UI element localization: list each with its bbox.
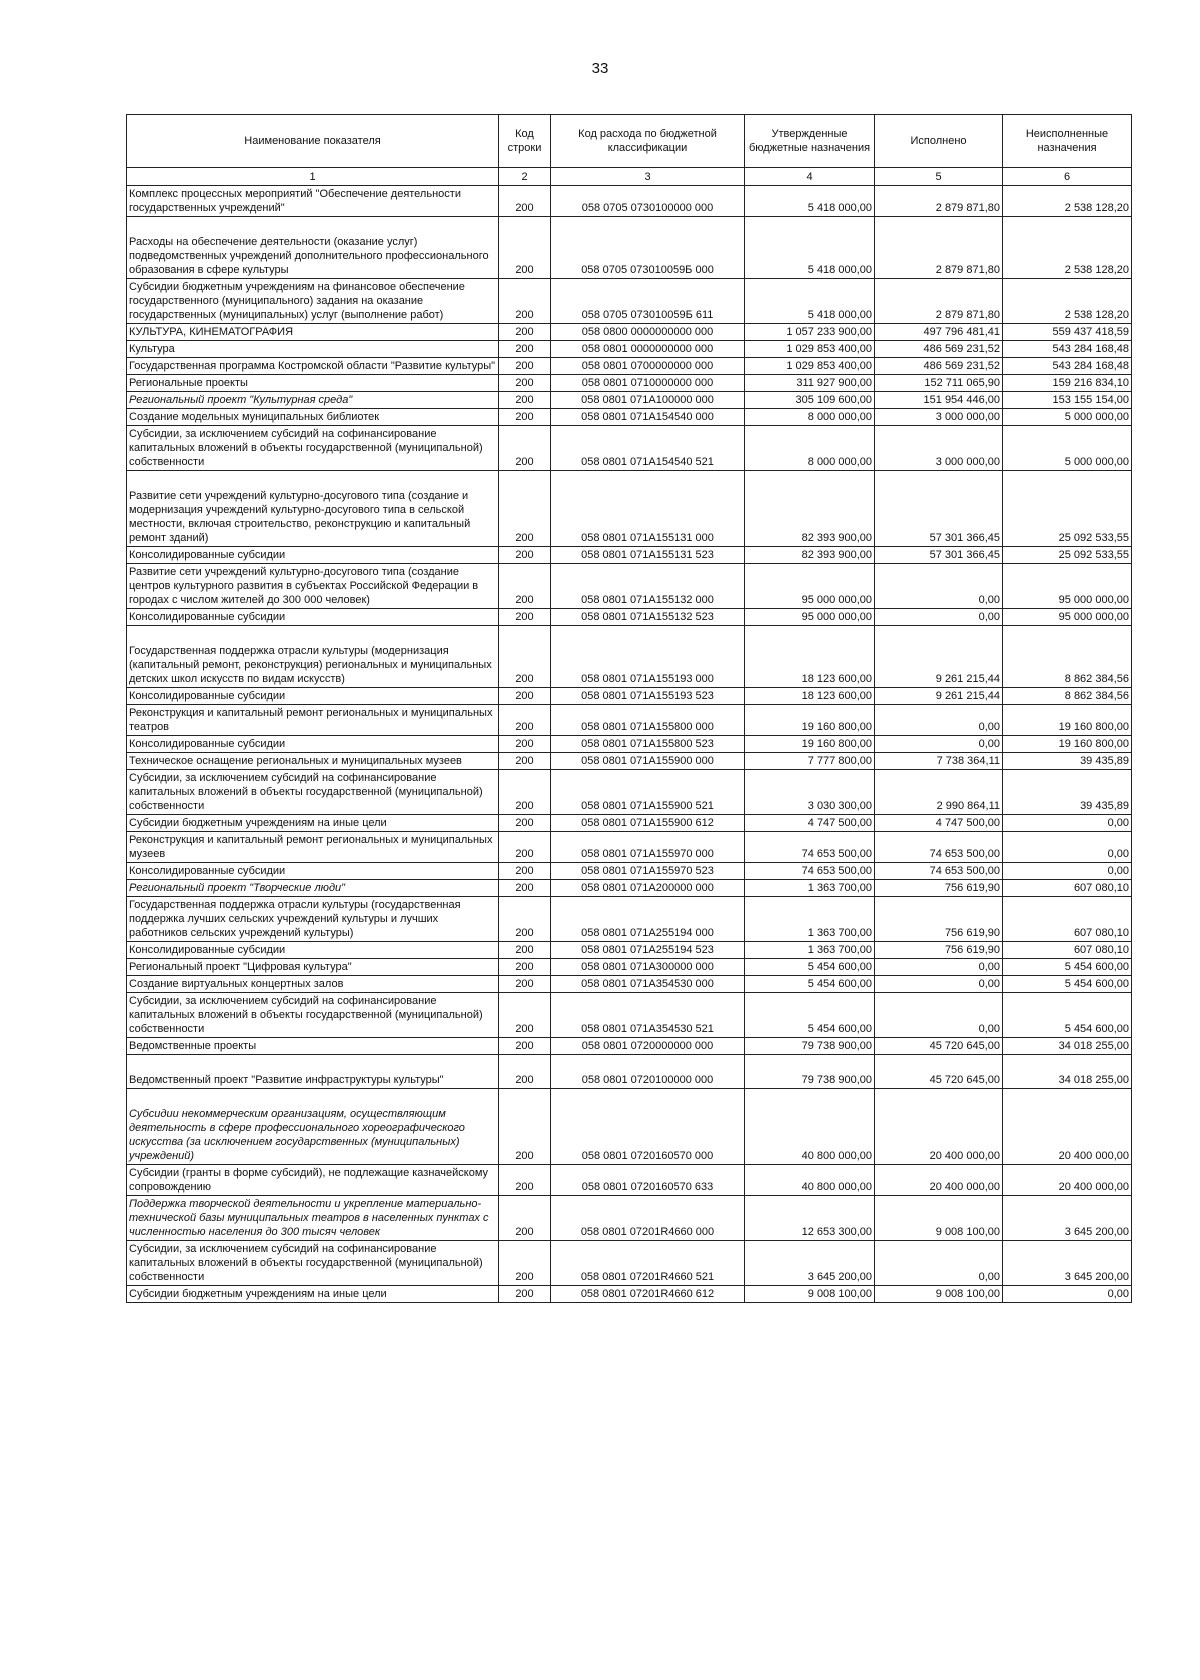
row-executed-cell: 74 653 500,00 — [875, 863, 1003, 880]
row-unexecuted-cell: 8 862 384,56 — [1003, 626, 1132, 688]
row-name-cell: Создание модельных муниципальных библиотек — [127, 409, 499, 426]
row-budget-code-cell: 058 0801 071А155132 000 — [551, 564, 745, 609]
row-executed-cell: 0,00 — [875, 609, 1003, 626]
row-name-cell: Расходы на обеспечение деятельности (оказание услуг) подведомственных учреждений дополнительного профессионального образования в сфере культуры — [127, 217, 499, 279]
table-header-row — [127, 115, 1132, 168]
table-row — [127, 1089, 1132, 1165]
table-row — [127, 1038, 1132, 1055]
row-executed-cell: 0,00 — [875, 736, 1003, 753]
table-row — [127, 186, 1132, 217]
table-row — [127, 736, 1132, 753]
row-unexecuted-cell: 20 400 000,00 — [1003, 1089, 1132, 1165]
row-line-code-cell: 200 — [499, 1089, 551, 1165]
row-budget-code-cell: 058 0801 071А354530 521 — [551, 993, 745, 1038]
row-line-code-cell: 200 — [499, 564, 551, 609]
row-line-code-cell: 200 — [499, 976, 551, 993]
row-unexecuted-cell: 607 080,10 — [1003, 897, 1132, 942]
row-unexecuted-cell: 607 080,10 — [1003, 942, 1132, 959]
row-unexecuted-cell: 0,00 — [1003, 1286, 1132, 1303]
row-executed-cell: 20 400 000,00 — [875, 1165, 1003, 1196]
table-row — [127, 976, 1132, 993]
row-approved-cell: 5 418 000,00 — [745, 217, 875, 279]
row-line-code-cell: 200 — [499, 279, 551, 324]
row-unexecuted-cell: 39 435,89 — [1003, 770, 1132, 815]
row-budget-code-cell: 058 0801 071А155970 523 — [551, 863, 745, 880]
table-row — [127, 753, 1132, 770]
row-name-cell: КУЛЬТУРА, КИНЕМАТОГРАФИЯ — [127, 324, 499, 341]
row-approved-cell: 1 057 233 900,00 — [745, 324, 875, 341]
row-budget-code-cell: 058 0801 071А354530 000 — [551, 976, 745, 993]
column-number: 1 — [127, 168, 499, 186]
row-line-code-cell: 200 — [499, 1241, 551, 1286]
row-line-code-cell: 200 — [499, 753, 551, 770]
row-approved-cell: 79 738 900,00 — [745, 1055, 875, 1089]
row-line-code-cell: 200 — [499, 897, 551, 942]
row-unexecuted-cell: 25 092 533,55 — [1003, 547, 1132, 564]
row-unexecuted-cell: 543 284 168,48 — [1003, 341, 1132, 358]
row-name-cell: Субсидии некоммерческим организациям, осуществляющим деятельность в сфере профессионального хореографического искусства (за исключением государственных (муниципальных) учреждений) — [127, 1089, 499, 1165]
row-unexecuted-cell: 0,00 — [1003, 832, 1132, 863]
row-name-cell: Создание виртуальных концертных залов — [127, 976, 499, 993]
row-executed-cell: 756 619,90 — [875, 880, 1003, 897]
row-executed-cell: 3 000 000,00 — [875, 409, 1003, 426]
row-executed-cell: 0,00 — [875, 959, 1003, 976]
row-budget-code-cell: 058 0801 071А300000 000 — [551, 959, 745, 976]
row-executed-cell: 9 261 215,44 — [875, 626, 1003, 688]
row-budget-code-cell: 058 0801 071А155900 000 — [551, 753, 745, 770]
row-executed-cell: 0,00 — [875, 705, 1003, 736]
page-number: 33 — [591, 60, 609, 77]
row-line-code-cell: 200 — [499, 324, 551, 341]
row-unexecuted-cell: 95 000 000,00 — [1003, 564, 1132, 609]
row-unexecuted-cell: 543 284 168,48 — [1003, 358, 1132, 375]
row-name-cell: Консолидированные субсидии — [127, 942, 499, 959]
table-row — [127, 358, 1132, 375]
table-row — [127, 688, 1132, 705]
header-approved: Утвержденные бюджетные назначения — [745, 115, 875, 168]
row-budget-code-cell: 058 0801 071А154540 521 — [551, 426, 745, 471]
row-budget-code-cell: 058 0801 071А155132 523 — [551, 609, 745, 626]
table-row — [127, 375, 1132, 392]
header-line-code: Код строки — [499, 115, 551, 168]
row-approved-cell: 74 653 500,00 — [745, 863, 875, 880]
row-name-cell: Субсидии, за исключением субсидий на софинансирование капитальных вложений в объекты государственной (муниципальной) собственности — [127, 770, 499, 815]
row-line-code-cell: 200 — [499, 341, 551, 358]
row-budget-code-cell: 058 0705 0730100000 000 — [551, 186, 745, 217]
row-budget-code-cell: 058 0801 07201R4660 521 — [551, 1241, 745, 1286]
row-unexecuted-cell: 0,00 — [1003, 863, 1132, 880]
table-row — [127, 880, 1132, 897]
row-approved-cell: 95 000 000,00 — [745, 609, 875, 626]
row-name-cell: Региональный проект "Творческие люди" — [127, 880, 499, 897]
row-unexecuted-cell: 19 160 800,00 — [1003, 705, 1132, 736]
row-budget-code-cell: 058 0801 0720160570 633 — [551, 1165, 745, 1196]
row-name-cell: Субсидии, за исключением субсидий на софинансирование капитальных вложений в объекты государственной (муниципальной) собственности — [127, 1241, 499, 1286]
row-line-code-cell: 200 — [499, 358, 551, 375]
header-executed: Исполнено — [875, 115, 1003, 168]
row-executed-cell: 57 301 366,45 — [875, 471, 1003, 547]
row-executed-cell: 2 879 871,80 — [875, 217, 1003, 279]
row-unexecuted-cell: 39 435,89 — [1003, 753, 1132, 770]
row-budget-code-cell: 058 0801 071А255194 523 — [551, 942, 745, 959]
table-row — [127, 705, 1132, 736]
row-unexecuted-cell: 2 538 128,20 — [1003, 279, 1132, 324]
header-indicator-name: Наименование показателя — [127, 115, 499, 168]
row-unexecuted-cell: 5 454 600,00 — [1003, 959, 1132, 976]
row-name-cell: Техническое оснащение региональных и муниципальных музеев — [127, 753, 499, 770]
row-budget-code-cell: 058 0801 071А155800 523 — [551, 736, 745, 753]
row-line-code-cell: 200 — [499, 705, 551, 736]
row-approved-cell: 305 109 600,00 — [745, 392, 875, 409]
row-approved-cell: 82 393 900,00 — [745, 547, 875, 564]
row-line-code-cell: 200 — [499, 375, 551, 392]
row-executed-cell: 497 796 481,41 — [875, 324, 1003, 341]
row-name-cell: Субсидии бюджетным учреждениям на иные цели — [127, 815, 499, 832]
row-executed-cell: 2 990 864,11 — [875, 770, 1003, 815]
row-executed-cell: 756 619,90 — [875, 897, 1003, 942]
row-name-cell: Региональные проекты — [127, 375, 499, 392]
row-approved-cell: 18 123 600,00 — [745, 688, 875, 705]
row-line-code-cell: 200 — [499, 186, 551, 217]
row-executed-cell: 486 569 231,52 — [875, 341, 1003, 358]
row-budget-code-cell: 058 0801 071А255194 000 — [551, 897, 745, 942]
row-budget-code-cell: 058 0800 0000000000 000 — [551, 324, 745, 341]
row-approved-cell: 3 645 200,00 — [745, 1241, 875, 1286]
row-line-code-cell: 200 — [499, 1055, 551, 1089]
table-row — [127, 392, 1132, 409]
row-unexecuted-cell: 20 400 000,00 — [1003, 1165, 1132, 1196]
row-approved-cell: 7 777 800,00 — [745, 753, 875, 770]
row-line-code-cell: 200 — [499, 942, 551, 959]
row-budget-code-cell: 058 0705 073010059Б 611 — [551, 279, 745, 324]
row-approved-cell: 12 653 300,00 — [745, 1196, 875, 1241]
row-name-cell: Развитие сети учреждений культурно-досугового типа (создание и модернизация учреждений культурно-досугового типа в сельской местности, включая строительство, реконструкцию и капитальный ремонт зданий) — [127, 471, 499, 547]
table-row — [127, 1165, 1132, 1196]
row-budget-code-cell: 058 0801 0710000000 000 — [551, 375, 745, 392]
row-unexecuted-cell: 34 018 255,00 — [1003, 1038, 1132, 1055]
row-line-code-cell: 200 — [499, 609, 551, 626]
row-executed-cell: 9 261 215,44 — [875, 688, 1003, 705]
row-executed-cell: 57 301 366,45 — [875, 547, 1003, 564]
table-row — [127, 626, 1132, 688]
row-approved-cell: 1 363 700,00 — [745, 942, 875, 959]
column-number: 2 — [499, 168, 551, 186]
table-row — [127, 1196, 1132, 1241]
row-unexecuted-cell: 2 538 128,20 — [1003, 217, 1132, 279]
row-approved-cell: 1 363 700,00 — [745, 880, 875, 897]
row-executed-cell: 756 619,90 — [875, 942, 1003, 959]
row-executed-cell: 0,00 — [875, 976, 1003, 993]
row-budget-code-cell: 058 0801 071А155193 523 — [551, 688, 745, 705]
row-unexecuted-cell: 159 216 834,10 — [1003, 375, 1132, 392]
row-name-cell: Развитие сети учреждений культурно-досугового типа (создание центров культурного развития в субъектах Российской Федерации в городах с числом жителей до 300 000 человек) — [127, 564, 499, 609]
row-approved-cell: 5 418 000,00 — [745, 186, 875, 217]
row-budget-code-cell: 058 0801 0000000000 000 — [551, 341, 745, 358]
row-budget-code-cell: 058 0801 07201R4660 612 — [551, 1286, 745, 1303]
table-row — [127, 863, 1132, 880]
row-approved-cell: 5 454 600,00 — [745, 976, 875, 993]
row-line-code-cell: 200 — [499, 815, 551, 832]
row-line-code-cell: 200 — [499, 880, 551, 897]
row-line-code-cell: 200 — [499, 217, 551, 279]
column-number: 3 — [551, 168, 745, 186]
row-approved-cell: 19 160 800,00 — [745, 705, 875, 736]
column-number: 6 — [1003, 168, 1132, 186]
table-row — [127, 993, 1132, 1038]
row-approved-cell: 5 418 000,00 — [745, 279, 875, 324]
row-unexecuted-cell: 19 160 800,00 — [1003, 736, 1132, 753]
row-line-code-cell: 200 — [499, 626, 551, 688]
row-approved-cell: 1 029 853 400,00 — [745, 358, 875, 375]
row-approved-cell: 9 008 100,00 — [745, 1286, 875, 1303]
table-row — [127, 959, 1132, 976]
header-budget-classification-code: Код расхода по бюджетной классификации — [551, 115, 745, 168]
row-unexecuted-cell: 5 000 000,00 — [1003, 426, 1132, 471]
row-name-cell: Реконструкция и капитальный ремонт региональных и муниципальных театров — [127, 705, 499, 736]
row-approved-cell: 3 030 300,00 — [745, 770, 875, 815]
row-approved-cell: 311 927 900,00 — [745, 375, 875, 392]
row-approved-cell: 1 363 700,00 — [745, 897, 875, 942]
row-executed-cell: 74 653 500,00 — [875, 832, 1003, 863]
row-budget-code-cell: 058 0801 0720100000 000 — [551, 1055, 745, 1089]
row-budget-code-cell: 058 0801 071А155131 523 — [551, 547, 745, 564]
row-budget-code-cell: 058 0801 071А154540 000 — [551, 409, 745, 426]
row-budget-code-cell: 058 0801 071А155193 000 — [551, 626, 745, 688]
row-executed-cell: 45 720 645,00 — [875, 1038, 1003, 1055]
row-approved-cell: 5 454 600,00 — [745, 959, 875, 976]
header-unexecuted: Неисполненные назначения — [1003, 115, 1132, 168]
row-unexecuted-cell: 0,00 — [1003, 815, 1132, 832]
row-executed-cell: 486 569 231,52 — [875, 358, 1003, 375]
row-line-code-cell: 200 — [499, 471, 551, 547]
row-name-cell: Субсидии (гранты в форме субсидий), не подлежащие казначейскому сопровождению — [127, 1165, 499, 1196]
row-unexecuted-cell: 607 080,10 — [1003, 880, 1132, 897]
table-row — [127, 832, 1132, 863]
table-row — [127, 426, 1132, 471]
row-name-cell: Региональный проект "Цифровая культура" — [127, 959, 499, 976]
table-row — [127, 279, 1132, 324]
row-approved-cell: 5 454 600,00 — [745, 993, 875, 1038]
row-line-code-cell: 200 — [499, 993, 551, 1038]
row-executed-cell: 45 720 645,00 — [875, 1055, 1003, 1089]
row-name-cell: Субсидии бюджетным учреждениям на иные цели — [127, 1286, 499, 1303]
row-name-cell: Консолидированные субсидии — [127, 547, 499, 564]
row-unexecuted-cell: 2 538 128,20 — [1003, 186, 1132, 217]
row-line-code-cell: 200 — [499, 547, 551, 564]
row-name-cell: Государственная поддержка отрасли культуры (государственная поддержка лучших сельских учреждений культуры и лучших работников сельских учреждений культуры) — [127, 897, 499, 942]
row-approved-cell: 4 747 500,00 — [745, 815, 875, 832]
row-budget-code-cell: 058 0801 071А155970 000 — [551, 832, 745, 863]
row-budget-code-cell: 058 0801 071А155800 000 — [551, 705, 745, 736]
row-budget-code-cell: 058 0801 071А100000 000 — [551, 392, 745, 409]
row-executed-cell: 0,00 — [875, 1241, 1003, 1286]
row-unexecuted-cell: 559 437 418,59 — [1003, 324, 1132, 341]
table-row — [127, 609, 1132, 626]
row-name-cell: Консолидированные субсидии — [127, 609, 499, 626]
row-line-code-cell: 200 — [499, 736, 551, 753]
table-row — [127, 815, 1132, 832]
row-approved-cell: 40 800 000,00 — [745, 1165, 875, 1196]
row-unexecuted-cell: 3 645 200,00 — [1003, 1241, 1132, 1286]
row-line-code-cell: 200 — [499, 832, 551, 863]
table-row — [127, 1241, 1132, 1286]
row-name-cell: Консолидированные субсидии — [127, 688, 499, 705]
row-unexecuted-cell: 95 000 000,00 — [1003, 609, 1132, 626]
row-name-cell: Государственная программа Костромской области "Развитие культуры" — [127, 358, 499, 375]
row-name-cell: Поддержка творческой деятельности и укрепление материально-технической базы муниципальных театров в населенных пунктах с численностью населения до 300 тысяч человек — [127, 1196, 499, 1241]
row-executed-cell: 2 879 871,80 — [875, 279, 1003, 324]
table-row — [127, 471, 1132, 547]
row-approved-cell: 95 000 000,00 — [745, 564, 875, 609]
row-name-cell: Ведомственные проекты — [127, 1038, 499, 1055]
row-executed-cell: 9 008 100,00 — [875, 1286, 1003, 1303]
row-name-cell: Субсидии, за исключением субсидий на софинансирование капитальных вложений в объекты государственной (муниципальной) собственности — [127, 993, 499, 1038]
row-name-cell: Региональный проект "Культурная среда" — [127, 392, 499, 409]
row-line-code-cell: 200 — [499, 426, 551, 471]
row-unexecuted-cell: 25 092 533,55 — [1003, 471, 1132, 547]
row-executed-cell: 7 738 364,11 — [875, 753, 1003, 770]
row-budget-code-cell: 058 0801 071А155131 000 — [551, 471, 745, 547]
row-name-cell: Ведомственный проект "Развитие инфраструктуры культуры" — [127, 1055, 499, 1089]
table-row — [127, 564, 1132, 609]
row-name-cell: Комплекс процессных мероприятий "Обеспечение деятельности государственных учреждений" — [127, 186, 499, 217]
row-approved-cell: 8 000 000,00 — [745, 409, 875, 426]
row-line-code-cell: 200 — [499, 688, 551, 705]
row-approved-cell: 79 738 900,00 — [745, 1038, 875, 1055]
row-budget-code-cell: 058 0801 0700000000 000 — [551, 358, 745, 375]
row-line-code-cell: 200 — [499, 959, 551, 976]
row-unexecuted-cell: 153 155 154,00 — [1003, 392, 1132, 409]
row-unexecuted-cell: 3 645 200,00 — [1003, 1196, 1132, 1241]
table-row — [127, 1055, 1132, 1089]
row-line-code-cell: 200 — [499, 1165, 551, 1196]
table-row — [127, 1286, 1132, 1303]
row-executed-cell: 2 879 871,80 — [875, 186, 1003, 217]
table-row — [127, 770, 1132, 815]
row-executed-cell: 0,00 — [875, 564, 1003, 609]
budget-execution-table — [126, 114, 1132, 1303]
row-unexecuted-cell: 34 018 255,00 — [1003, 1055, 1132, 1089]
row-budget-code-cell: 058 0801 071А155900 612 — [551, 815, 745, 832]
row-unexecuted-cell: 5 000 000,00 — [1003, 409, 1132, 426]
row-budget-code-cell: 058 0801 0720160570 000 — [551, 1089, 745, 1165]
row-budget-code-cell: 058 0801 0720000000 000 — [551, 1038, 745, 1055]
row-executed-cell: 152 711 065,90 — [875, 375, 1003, 392]
column-number: 5 — [875, 168, 1003, 186]
row-approved-cell: 74 653 500,00 — [745, 832, 875, 863]
row-approved-cell: 82 393 900,00 — [745, 471, 875, 547]
table-row — [127, 341, 1132, 358]
column-numbers-row — [127, 168, 1132, 186]
row-budget-code-cell: 058 0801 071А200000 000 — [551, 880, 745, 897]
table-row — [127, 217, 1132, 279]
row-approved-cell: 1 029 853 400,00 — [745, 341, 875, 358]
row-line-code-cell: 200 — [499, 1286, 551, 1303]
row-budget-code-cell: 058 0705 073010059Б 000 — [551, 217, 745, 279]
row-budget-code-cell: 058 0801 071А155900 521 — [551, 770, 745, 815]
row-line-code-cell: 200 — [499, 1038, 551, 1055]
row-executed-cell: 20 400 000,00 — [875, 1089, 1003, 1165]
row-executed-cell: 151 954 446,00 — [875, 392, 1003, 409]
table-row — [127, 409, 1132, 426]
row-unexecuted-cell: 5 454 600,00 — [1003, 993, 1132, 1038]
row-name-cell: Субсидии бюджетным учреждениям на финансовое обеспечение государственного (муниципального) задания на оказание государственных (муниципальных) услуг (выполнение работ) — [127, 279, 499, 324]
row-name-cell: Культура — [127, 341, 499, 358]
row-approved-cell: 40 800 000,00 — [745, 1089, 875, 1165]
row-line-code-cell: 200 — [499, 409, 551, 426]
table-row — [127, 942, 1132, 959]
row-budget-code-cell: 058 0801 07201R4660 000 — [551, 1196, 745, 1241]
row-approved-cell: 8 000 000,00 — [745, 426, 875, 471]
row-name-cell: Консолидированные субсидии — [127, 863, 499, 880]
row-name-cell: Государственная поддержка отрасли культуры (модернизация (капитальный ремонт, реконструкция) региональных и муниципальных детских школ искусств по видам искусств) — [127, 626, 499, 688]
row-name-cell: Консолидированные субсидии — [127, 736, 499, 753]
row-approved-cell: 19 160 800,00 — [745, 736, 875, 753]
table-row — [127, 324, 1132, 341]
row-unexecuted-cell: 5 454 600,00 — [1003, 976, 1132, 993]
column-number: 4 — [745, 168, 875, 186]
row-line-code-cell: 200 — [499, 1196, 551, 1241]
row-line-code-cell: 200 — [499, 863, 551, 880]
table-row — [127, 547, 1132, 564]
table-row — [127, 897, 1132, 942]
row-executed-cell: 4 747 500,00 — [875, 815, 1003, 832]
row-executed-cell: 3 000 000,00 — [875, 426, 1003, 471]
row-line-code-cell: 200 — [499, 392, 551, 409]
row-name-cell: Субсидии, за исключением субсидий на софинансирование капитальных вложений в объекты государственной (муниципальной) собственности — [127, 426, 499, 471]
row-executed-cell: 0,00 — [875, 993, 1003, 1038]
row-approved-cell: 18 123 600,00 — [745, 626, 875, 688]
row-line-code-cell: 200 — [499, 770, 551, 815]
row-unexecuted-cell: 8 862 384,56 — [1003, 688, 1132, 705]
row-name-cell: Реконструкция и капитальный ремонт региональных и муниципальных музеев — [127, 832, 499, 863]
row-executed-cell: 9 008 100,00 — [875, 1196, 1003, 1241]
